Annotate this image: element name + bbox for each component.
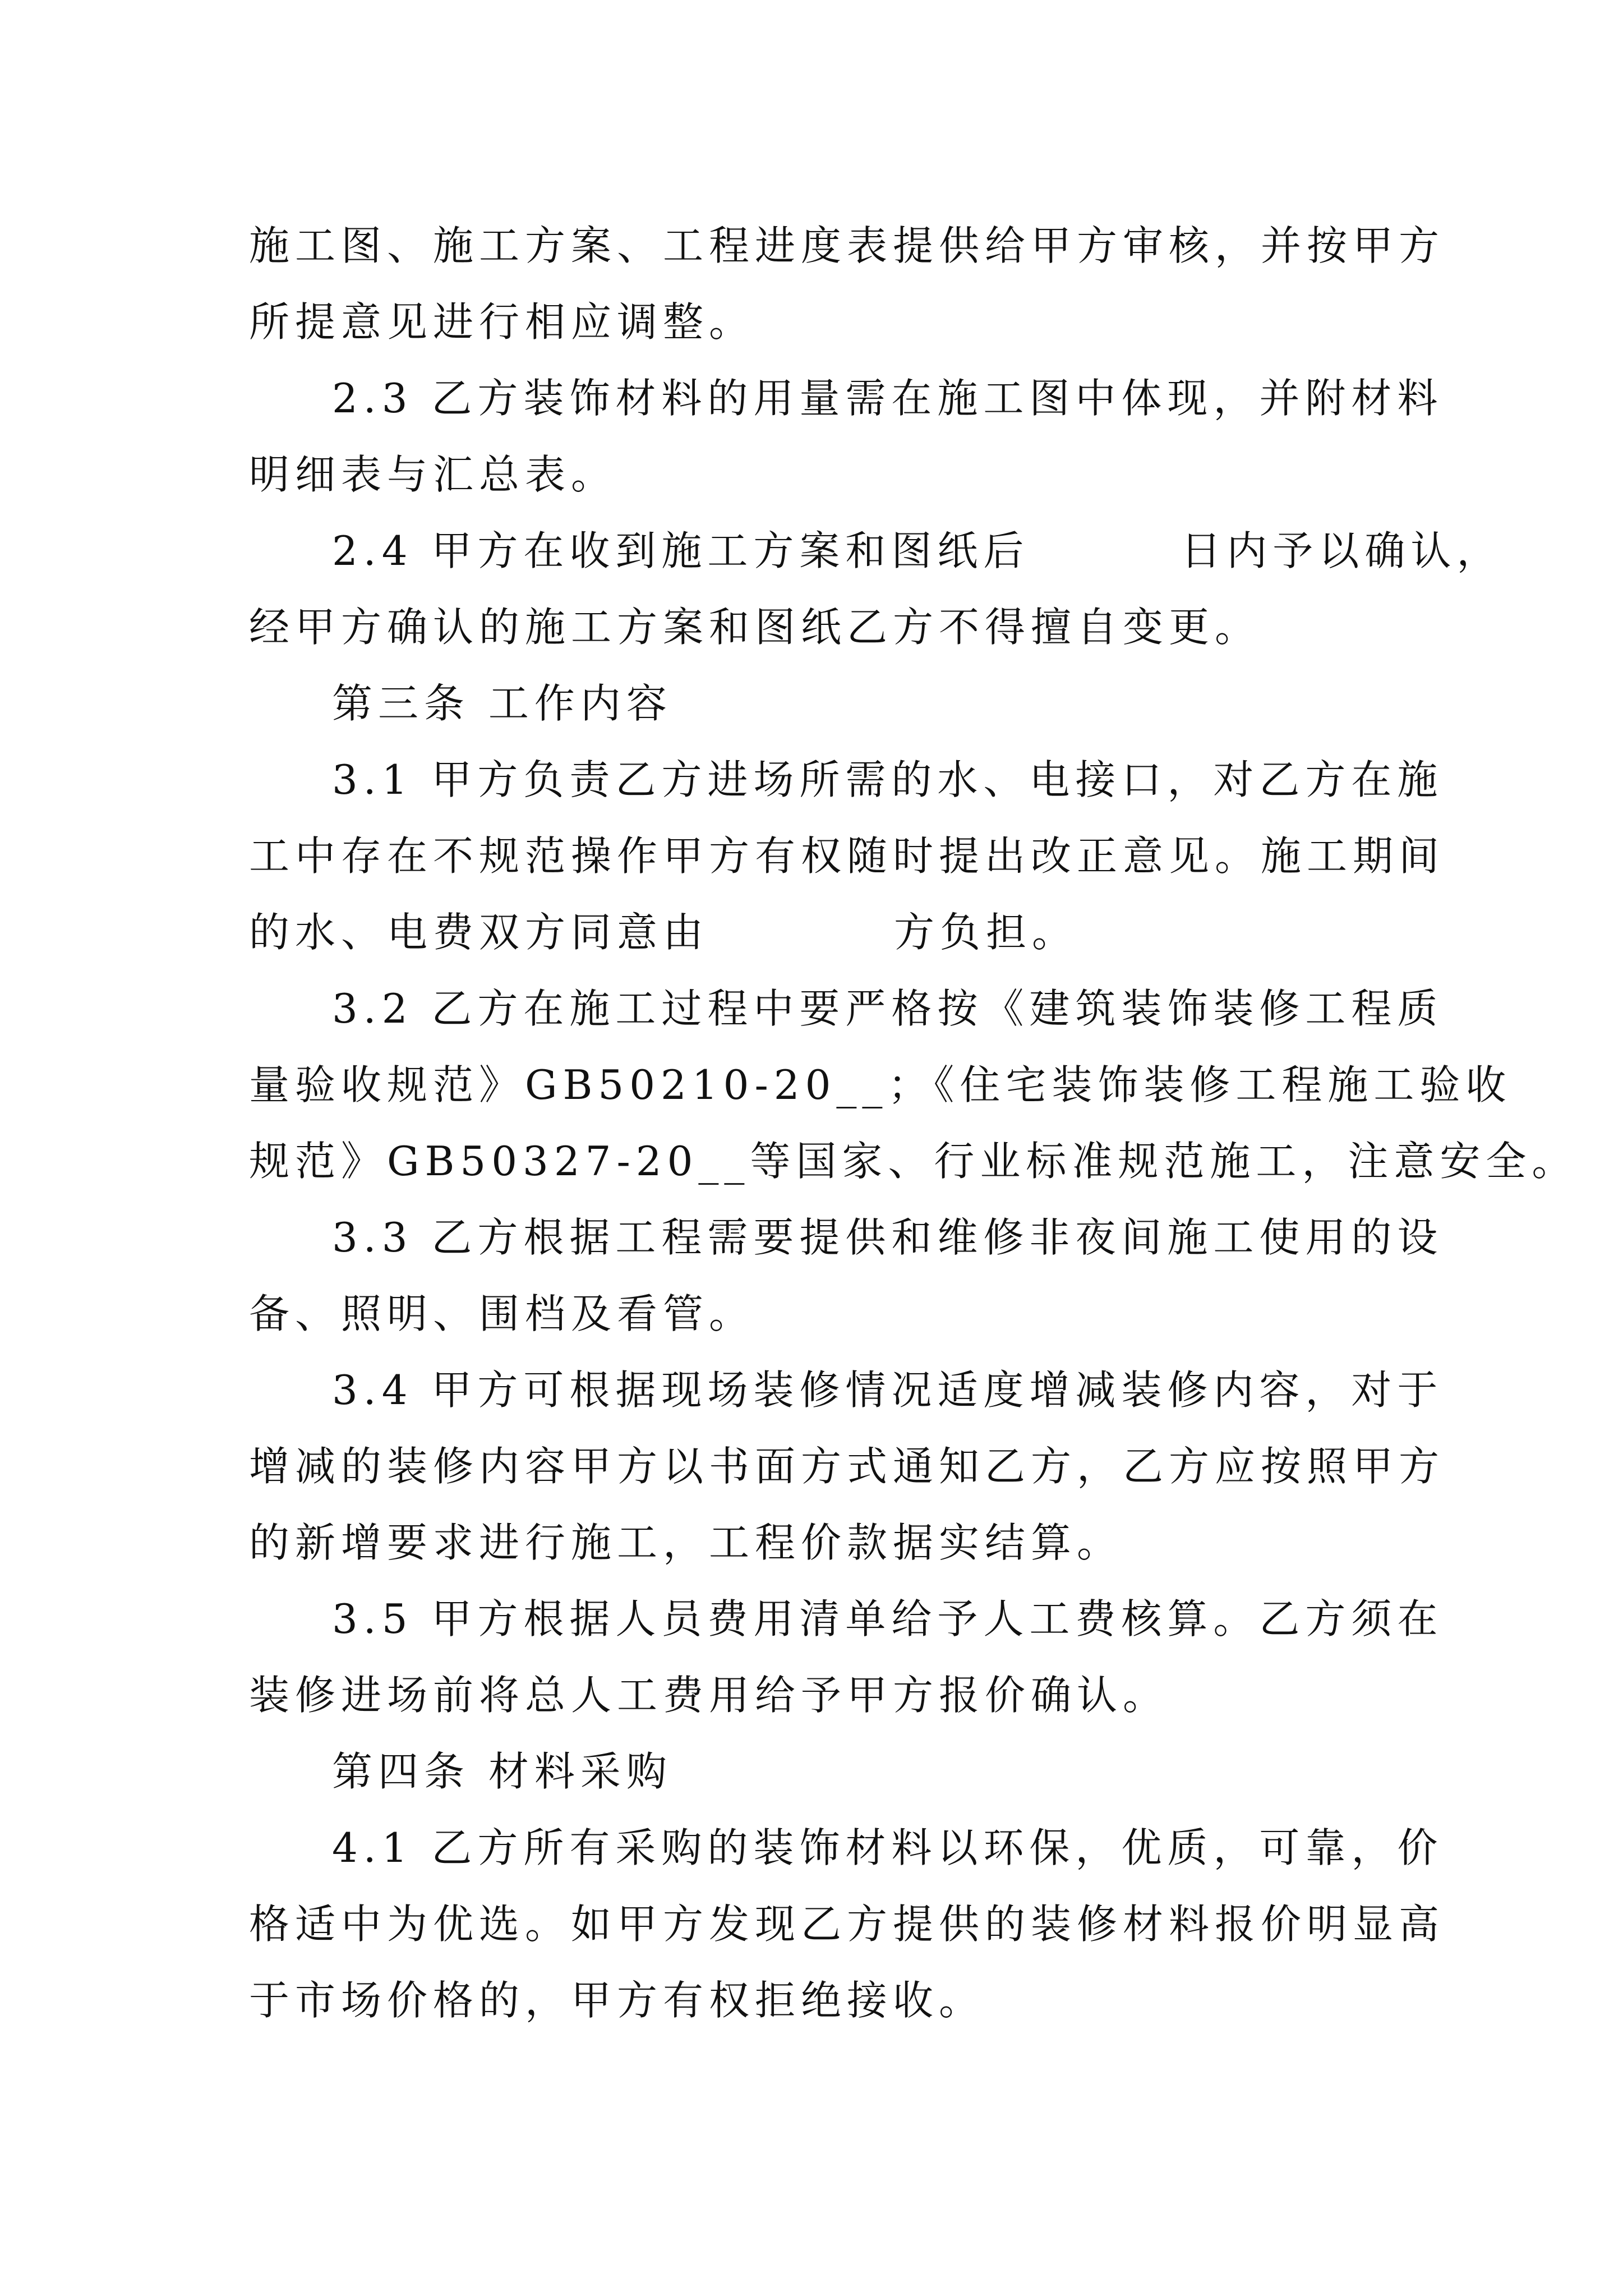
text-line: 量验收规范》GB50210-20__；《住宅装饰装修工程施工验收 — [249, 1061, 1512, 1108]
text-line: 增减的装修内容甲方以书面方式通知乙方，乙方应按照甲方 — [249, 1443, 1445, 1490]
text-line: 3.2 乙方在施工过程中要严格按《建筑装饰装修工程质 — [332, 985, 1444, 1032]
clause-3-4 — [249, 1352, 1445, 1581]
text-line: 备、照明、围档及看管。 — [249, 1290, 755, 1337]
text-line: 2.3 乙方装饰材料的用量需在施工图中体现，并附材料 — [332, 375, 1444, 422]
text-line: 格适中为优选。如甲方发现乙方提供的装修材料报价明显高 — [249, 1901, 1445, 1948]
clause-3-3 — [249, 1199, 1444, 1352]
text-line: 经甲方确认的施工方案和图纸乙方不得擅自变更。 — [249, 604, 1261, 651]
text-line: 3.5 甲方根据人员费用清单给予人工费核算。乙方须在 — [332, 1595, 1444, 1642]
clause-2-4 — [249, 513, 1503, 665]
text-line: 装修进场前将总人工费用给予甲方报价确认。 — [249, 1672, 1169, 1719]
text-segment: 日内予以确认， — [1181, 527, 1503, 574]
text-segment: 2.4 甲方在收到施工方案和图纸后 — [332, 527, 1030, 574]
clause-3-2 — [249, 970, 1578, 1199]
text-line: 于市场价格的，甲方有权拒绝接收。 — [249, 1977, 985, 2024]
paragraph-continuation — [249, 208, 1445, 360]
text-line: 明细表与汇总表。 — [249, 451, 617, 498]
clause-3-1 — [249, 742, 1445, 970]
text-line: 所提意见进行相应调整。 — [249, 298, 755, 346]
heading-text: 第三条 工作内容 — [332, 680, 672, 727]
text-segment: 方负担。 — [894, 909, 1078, 956]
text-line: 3.3 乙方根据工程需要提供和维修非夜间施工使用的设 — [332, 1214, 1444, 1261]
text-line: 施工图、施工方案、工程进度表提供给甲方审核，并按甲方 — [249, 222, 1445, 269]
text-line: 工中存在不规范操作甲方有权随时提出改正意见。施工期间 — [249, 832, 1445, 880]
text-line: 规范》GB50327-20__等国家、行业标准规范施工，注意安全。 — [249, 1138, 1578, 1185]
document-body — [249, 208, 1578, 2039]
clause-4-1 — [249, 1810, 1445, 2039]
section-heading-4 — [249, 1733, 1387, 1810]
heading-text: 第四条 材料采购 — [332, 1748, 672, 1795]
text-line: 3.4 甲方可根据现场装修情况适度增减装修内容，对于 — [332, 1366, 1444, 1414]
clause-2-3 — [249, 360, 1444, 513]
clause-3-5 — [249, 1581, 1444, 1733]
text-line: 4.1 乙方所有采购的装饰材料以环保，优质，可靠，价 — [332, 1824, 1444, 1871]
section-heading-3 — [249, 665, 1387, 742]
text-line: 的新增要求进行施工，工程价款据实结算。 — [249, 1519, 1123, 1566]
text-line: 3.1 甲方负责乙方进场所需的水、电接口，对乙方在施 — [332, 756, 1444, 803]
text-segment: 的水、电费双方同意由 — [249, 909, 709, 956]
text-line — [249, 513, 1503, 589]
text-line — [249, 894, 1387, 970]
